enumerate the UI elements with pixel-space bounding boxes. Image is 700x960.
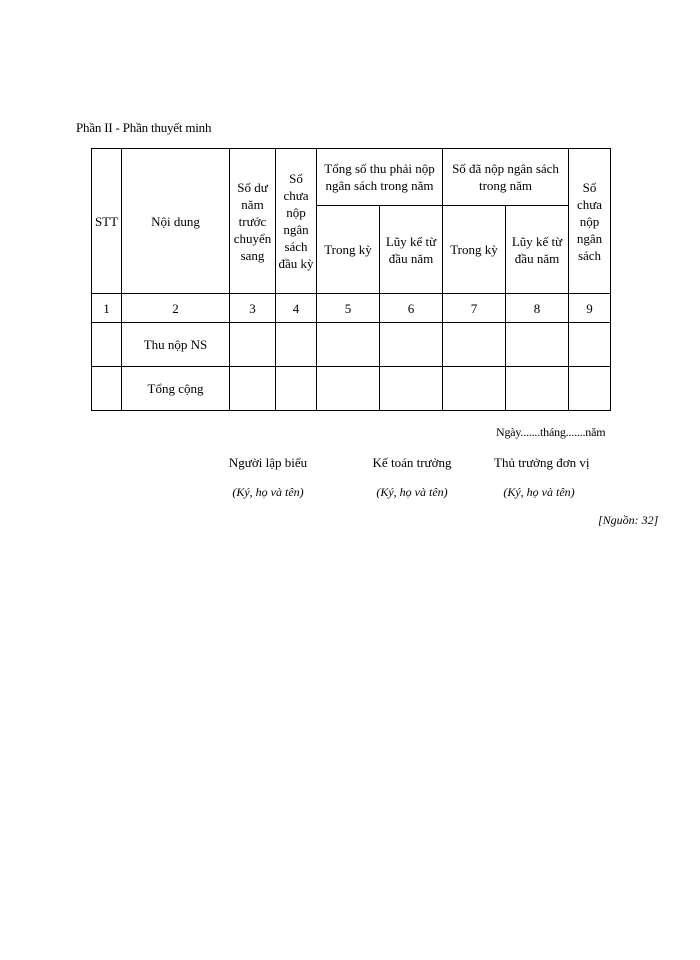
header-luy-ke-1: Lũy kế từ đầu năm — [380, 206, 443, 294]
signature-instruction: (Ký, họ và tên) — [503, 485, 575, 499]
header-so-da-nop: Số đã nộp ngân sách trong năm — [443, 149, 569, 206]
signature-chief-accountant — [372, 455, 452, 500]
table-cell — [92, 323, 122, 367]
date-line: Ngày.......tháng.......năm — [496, 425, 606, 439]
header-tong-so-thu: Tổng số thu phải nộp ngân sách trong năm — [317, 149, 443, 206]
column-number: 2 — [122, 294, 230, 323]
table-cell — [506, 367, 569, 411]
table-cell — [317, 323, 380, 367]
table-cell — [92, 367, 122, 411]
header-stt: STT — [92, 149, 122, 294]
header-so-chua-nop: Số chưa nộp ngân sách — [569, 149, 611, 294]
signature-title: Người lập biểu — [228, 455, 308, 470]
table-cell — [380, 323, 443, 367]
header-so-du: Số dư năm trước chuyển sang — [230, 149, 276, 294]
header-luy-ke-2: Lũy kế từ đầu năm — [506, 206, 569, 294]
table-cell — [443, 323, 506, 367]
signature-instruction: (Ký, họ và tên) — [376, 485, 448, 499]
table-cell — [317, 367, 380, 411]
column-number: 3 — [230, 294, 276, 323]
column-number-row — [92, 294, 611, 323]
column-number: 6 — [380, 294, 443, 323]
header-so-chua-nop-dau-ky: Số chưa nộp ngân sách đầu kỳ — [276, 149, 317, 294]
row-label: Thu nộp NS — [122, 323, 230, 367]
table-cell — [569, 367, 611, 411]
table-cell — [230, 367, 276, 411]
column-number: 7 — [443, 294, 506, 323]
column-number: 5 — [317, 294, 380, 323]
column-number: 4 — [276, 294, 317, 323]
column-number: 9 — [569, 294, 611, 323]
table-cell — [276, 367, 317, 411]
source-note: [Nguồn: 32] — [598, 513, 659, 527]
column-number: 8 — [506, 294, 569, 323]
row-label: Tổng cộng — [122, 367, 230, 411]
table-row — [92, 367, 611, 411]
signature-title: Kế toán trưởng — [372, 455, 452, 470]
signature-instruction: (Ký, họ và tên) — [232, 485, 304, 499]
table-cell — [230, 323, 276, 367]
table-cell — [276, 323, 317, 367]
table-cell — [380, 367, 443, 411]
signature-preparer — [228, 455, 308, 500]
table-cell — [506, 323, 569, 367]
section-heading: Phần II - Phần thuyết minh — [76, 120, 212, 135]
table-row — [92, 323, 611, 367]
header-trong-ky-2: Trong kỳ — [443, 206, 506, 294]
header-noi-dung: Nội dung — [122, 149, 230, 294]
table-cell — [443, 367, 506, 411]
table-cell — [569, 323, 611, 367]
column-number: 1 — [92, 294, 122, 323]
header-trong-ky-1: Trong kỳ — [317, 206, 380, 294]
signature-head-of-unit — [494, 455, 590, 500]
report-table — [91, 148, 611, 411]
signature-title: Thủ trưởng đơn vị — [494, 455, 590, 470]
